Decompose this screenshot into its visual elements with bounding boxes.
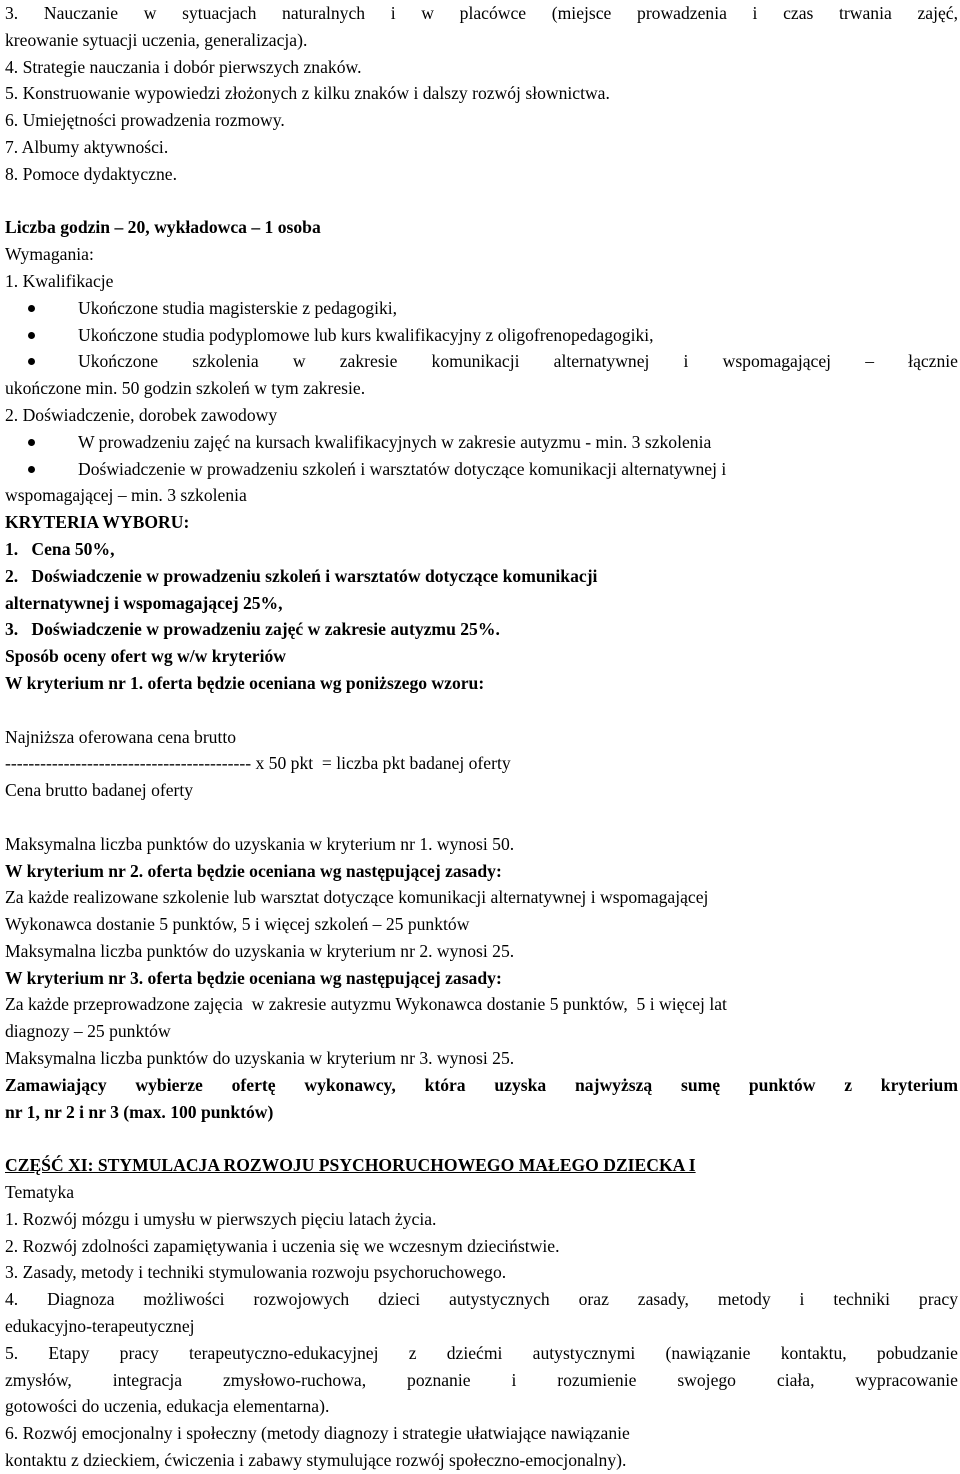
formula-numerator: Najniższa oferowana cena brutto	[5, 726, 237, 747]
bullet-item	[5, 322, 958, 349]
spacer	[5, 1125, 958, 1152]
experience-section	[5, 402, 958, 509]
document-page	[5, 0, 958, 1474]
list-item: 8. Pomoce dydaktyczne.	[5, 163, 177, 184]
criteria-item: alternatywnej i wspomagającej 25%,	[5, 592, 283, 613]
formula-denominator: Cena brutto badanej oferty	[5, 780, 194, 801]
topic-item: 5. Etapy pracy terapeutyczno-edukacyjnej z dziećmi autystycznymi (nawiązanie kontaktu, pobudzanie	[5, 1342, 958, 1363]
qualifications-section	[5, 268, 958, 402]
experience-heading: 2. Doświadczenie, dorobek zawodowy	[5, 404, 278, 425]
list-item: kreowanie sytuacji uczenia, generalizacja).	[5, 29, 308, 50]
conclusion-text: nr 1, nr 2 i nr 3 (max. 100 punktów)	[5, 1101, 274, 1122]
part-xi-section	[5, 1152, 958, 1474]
bullet-icon	[28, 358, 35, 365]
criteria-section	[5, 509, 958, 643]
spacer	[5, 697, 958, 724]
criteria-item: 3. Doświadczenie w prowadzeniu zajęć w zakresie autyzmu 25%.	[5, 619, 500, 640]
criterion3-text: diagnozy – 25 punktów	[5, 1021, 171, 1042]
bullet-text: Ukończone szkolenia w zakresie komunikacji alternatywnej i wspomagającej – łącznie	[78, 351, 958, 372]
spacer	[5, 188, 958, 215]
bullet-item	[5, 295, 958, 322]
list-item: 3. Nauczanie w sytuacjach naturalnych i w placówce (miejsce prowadzenia i czas trwania zajęć,	[5, 3, 958, 23]
formula-fraction-line: ------------------------------------------ x 50 pkt = liczba pkt badanej oferty	[5, 753, 511, 774]
bullet-continuation: ukończone min. 50 godzin szkoleń w tym zakresie.	[5, 378, 366, 399]
topic-item: edukacyjno-terapeutycznej	[5, 1316, 195, 1337]
hours-heading: Liczba godzin – 20, wykładowca – 1 osoba	[5, 217, 321, 238]
criteria-item: 2. Doświadczenie w prowadzeniu szkoleń i warsztatów dotyczące komunikacji	[5, 565, 598, 586]
topic-item: zmysłów, integracja zmysłowo-ruchowa, poznanie i rozumienie swojego ciała, wypracowanie	[5, 1369, 958, 1390]
bullet-icon	[28, 305, 35, 312]
bullet-icon	[28, 332, 35, 339]
bullet-continuation: wspomagającej – min. 3 szkolenia	[5, 485, 247, 506]
topic-item: 2. Rozwój zdolności zapamiętywania i uczenia się we wczesnym dzieciństwie.	[5, 1235, 560, 1256]
bullet-icon	[28, 439, 35, 446]
bullet-text: W prowadzeniu zajęć na kursach kwalifikacyjnych w zakresie autyzmu - min. 3 szkolenia	[78, 431, 712, 452]
criteria-heading: KRYTERIA WYBORU:	[5, 512, 190, 533]
bullet-text: Doświadczenie w prowadzeniu szkoleń i warsztatów dotyczące komunikacji alternatywnej i	[78, 458, 727, 479]
topic-item: gotowości do uczenia, edukacja elementarna).	[5, 1396, 330, 1417]
requirements-label: Wymagania:	[5, 244, 94, 265]
criterion1-heading: W kryterium nr 1. oferta będzie oceniana wg poniższego wzoru:	[5, 672, 485, 693]
conclusion-text: Zamawiający wybierze ofertę wykonawcy, która uzyska najwyższą sumę punktów z kryterium	[5, 1074, 958, 1095]
topics-label: Tematyka	[5, 1182, 75, 1203]
topic-item: 6. Rozwój emocjonalny i społeczny (metody diagnozy i strategie ułatwiające nawiązanie	[5, 1423, 630, 1444]
bullet-text: Ukończone studia magisterskie z pedagogiki,	[78, 297, 398, 318]
topic-item: 1. Rozwój mózgu i umysłu w pierwszych pięciu latach życia.	[5, 1208, 437, 1229]
list-item: 4. Strategie nauczania i dobór pierwszych znaków.	[5, 56, 362, 77]
topic-item: 4. Diagnoza możliwości rozwojowych dzieci autystycznych oraz zasady, metody i techniki pracy	[5, 1289, 958, 1310]
list-item: 7. Albumy aktywności.	[5, 136, 169, 157]
bullet-item	[5, 429, 958, 456]
topic-item: kontaktu z dzieckiem, ćwiczenia i zabawy stymulujące rozwój społeczno-emocjonalny).	[5, 1450, 627, 1471]
part-xi-title: CZĘŚĆ XI: STYMULACJA ROZWOJU PSYCHORUCHOWEGO MAŁEGO DZIECKA I	[5, 1155, 696, 1176]
bullet-item	[5, 456, 958, 483]
criterion3-max: Maksymalna liczba punktów do uzyskania w kryterium nr 3. wynosi 25.	[5, 1048, 515, 1069]
criterion2-text: Za każde realizowane szkolenie lub warsztat dotyczące komunikacji alternatywnej i wspomagającej	[5, 887, 709, 908]
criteria-item: 1. Cena 50%,	[5, 538, 115, 559]
price-formula	[5, 724, 958, 804]
qualifications-heading: 1. Kwalifikacje	[5, 270, 114, 291]
list-item: 5. Konstruowanie wypowiedzi złożonych z kilku znaków i dalszy rozwój słownictwa.	[5, 83, 610, 104]
intro-list	[5, 0, 958, 188]
criterion3-text: Za każde przeprowadzone zajęcia w zakresie autyzmu Wykonawca dostanie 5 punktów, 5 i więcej lat	[5, 994, 727, 1015]
bullet-item	[5, 348, 958, 375]
list-item: 6. Umiejętności prowadzenia rozmowy.	[5, 110, 285, 131]
criterion2-max: Maksymalna liczba punktów do uzyskania w kryterium nr 2. wynosi 25.	[5, 940, 515, 961]
criterion3-heading: W kryterium nr 3. oferta będzie oceniana wg następującej zasady:	[5, 967, 502, 988]
criterion2-text: Wykonawca dostanie 5 punktów, 5 i więcej szkoleń – 25 punktów	[5, 914, 470, 935]
criterion2-heading: W kryterium nr 2. oferta będzie oceniana wg następującej zasady:	[5, 860, 502, 881]
spacer	[5, 804, 958, 831]
bullet-text: Ukończone studia podyplomowe lub kurs kwalifikacyjny z oligofrenopedagogiki,	[78, 324, 654, 345]
bullet-icon	[28, 466, 35, 473]
topic-item: 3. Zasady, metody i techniki stymulowania rozwoju psychoruchowego.	[5, 1262, 507, 1283]
criterion1-max: Maksymalna liczba punktów do uzyskania w kryterium nr 1. wynosi 50.	[5, 833, 515, 854]
evaluation-section	[5, 643, 958, 1125]
evaluation-heading: Sposób oceny ofert wg w/w kryteriów	[5, 646, 286, 667]
